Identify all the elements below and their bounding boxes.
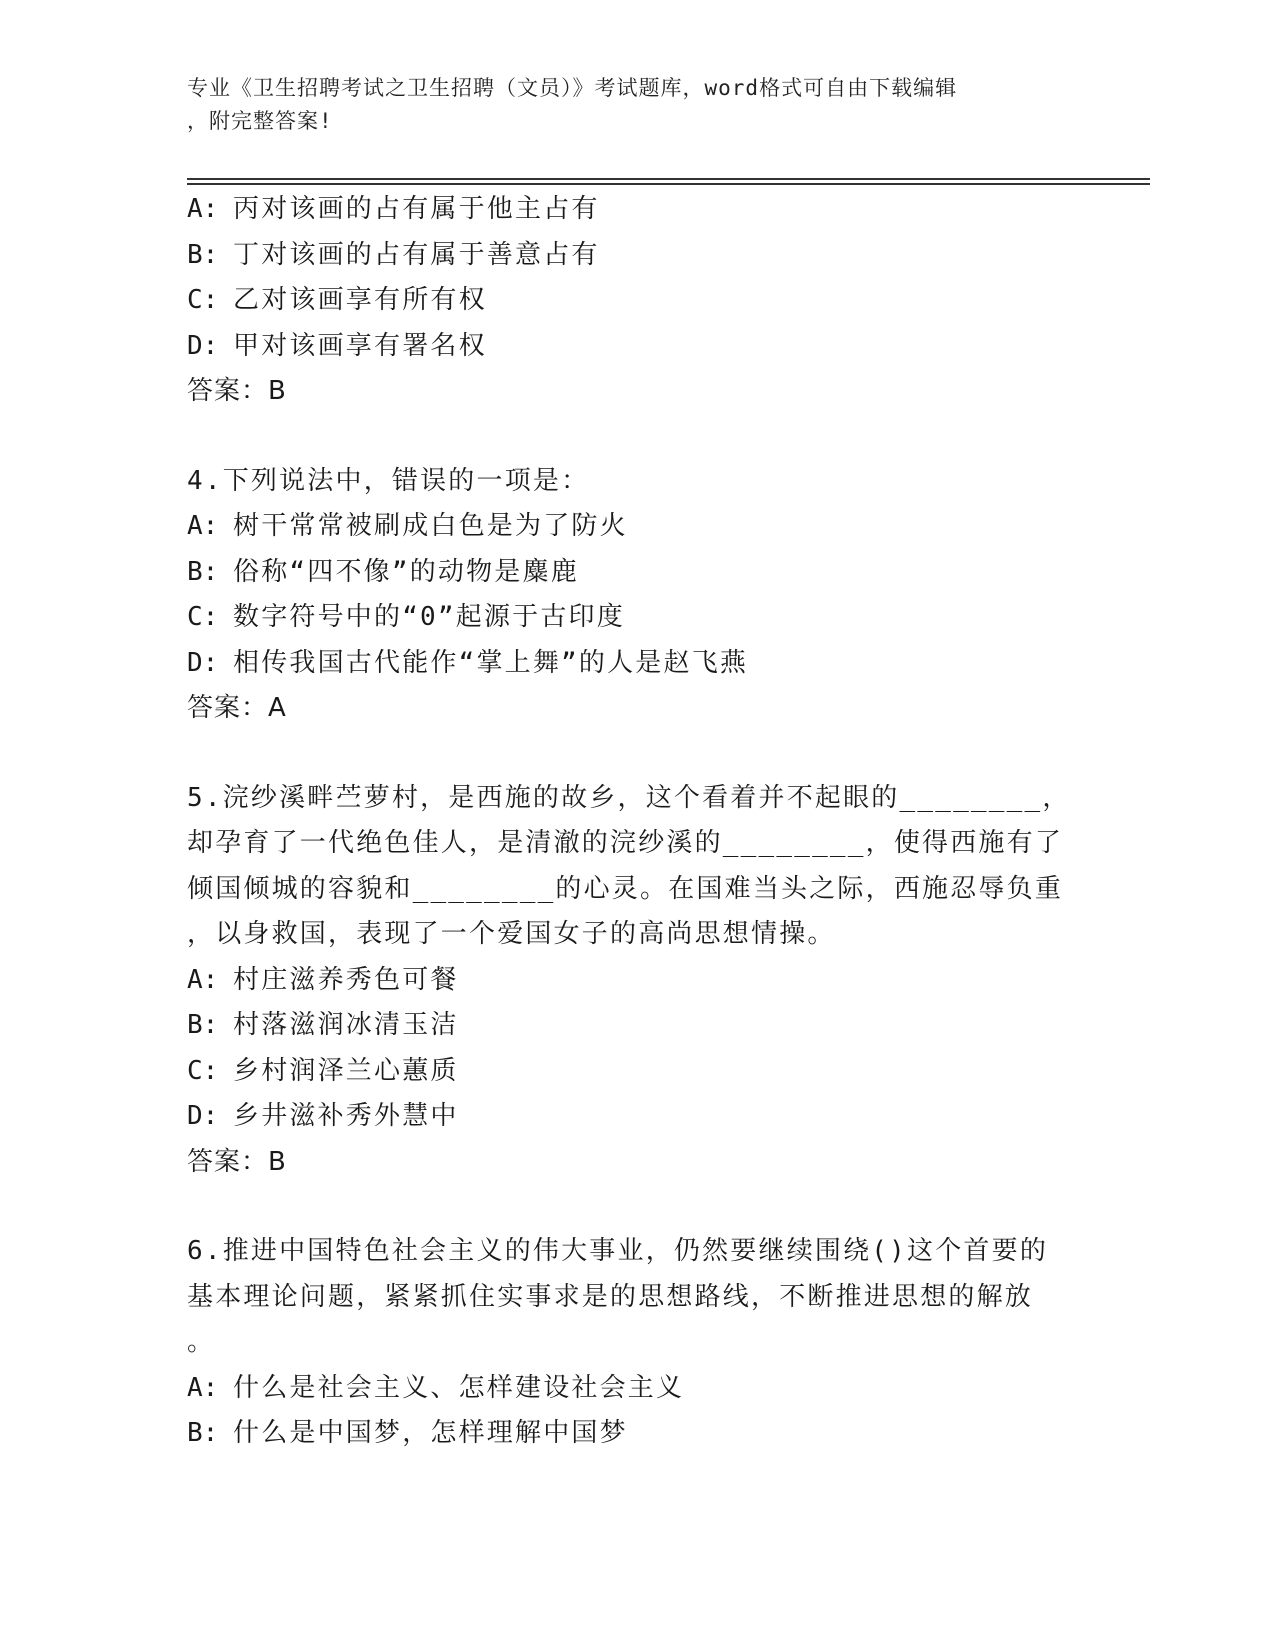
question-4-option-c: C: 数字符号中的“0”起源于古印度 [187, 602, 625, 632]
header-line-2: ，附完整答案! [187, 109, 333, 133]
question-4-stem: 4.下列说法中，错误的一项是： [187, 465, 590, 496]
question-5-stem-line: 却孕育了一代绝色佳人，是清澈的浣纱溪的________，使得西施有了 [187, 828, 1064, 858]
question-5-option-a: A: 村庄滋养秀色可餐 [187, 964, 459, 995]
question-5 [187, 776, 1087, 1186]
question-3-option-d: D: 甲对该画享有署名权 [187, 330, 487, 361]
question-4-answer: 答案：A [187, 693, 287, 723]
question-6 [187, 1229, 1087, 1457]
question-4-option-b: B: 俗称“四不像”的动物是麋鹿 [187, 556, 579, 587]
question-4 [187, 459, 1087, 732]
header-line-1: 专业《卫生招聘考试之卫生招聘（文员）》考试题库，word格式可自由下载编辑 [187, 76, 958, 100]
question-5-option-c: C: 乡村润泽兰心蕙质 [187, 1055, 459, 1086]
header-divider-bottom [187, 183, 1150, 185]
question-5-stem-line: 5.浣纱溪畔苎萝村，是西施的故乡，这个看着并不起眼的________， [187, 782, 1071, 813]
question-4-option-a: A: 树干常常被刷成白色是为了防火 [187, 511, 628, 541]
header-divider-top [187, 178, 1150, 180]
document-header [187, 72, 1067, 138]
question-5-option-b: B: 村落滋润冰清玉洁 [187, 1010, 459, 1040]
question-3 [187, 187, 1087, 415]
question-4-option-d: D: 相传我国古代能作“掌上舞”的人是赵飞燕 [187, 647, 749, 678]
question-6-stem-line: 基本理论问题，紧紧抓住实事求是的思想路线，不断推进思想的解放 [187, 1281, 1034, 1312]
question-3-option-b: B: 丁对该画的占有属于善意占有 [187, 239, 600, 270]
question-6-option-b: B: 什么是中国梦，怎样理解中国梦 [187, 1418, 628, 1448]
question-6-stem-line: 。 [187, 1327, 216, 1357]
question-3-option-c: C: 乙对该画享有所有权 [187, 285, 487, 315]
question-5-answer: 答案：B [187, 1146, 287, 1177]
spacer [187, 1185, 1087, 1229]
question-6-option-a: A: 什么是社会主义、怎样建设社会主义 [187, 1372, 685, 1403]
spacer [187, 732, 1087, 776]
question-6-stem-line: 6.推进中国特色社会主义的伟大事业，仍然要继续围绕()这个首要的 [187, 1236, 1049, 1266]
question-5-stem-line: 倾国倾城的容貌和________的心灵。在国难当头之际，西施忍辱负重 [187, 873, 1064, 904]
question-list [187, 187, 1087, 1457]
spacer [187, 415, 1087, 459]
question-3-answer: 答案：B [187, 376, 287, 406]
question-5-stem-line: ，以身救国，表现了一个爱国女子的高尚思想情操。 [187, 919, 836, 949]
question-5-option-d: D: 乡井滋补秀外慧中 [187, 1101, 459, 1131]
question-3-option-a: A: 丙对该画的占有属于他主占有 [187, 194, 600, 224]
